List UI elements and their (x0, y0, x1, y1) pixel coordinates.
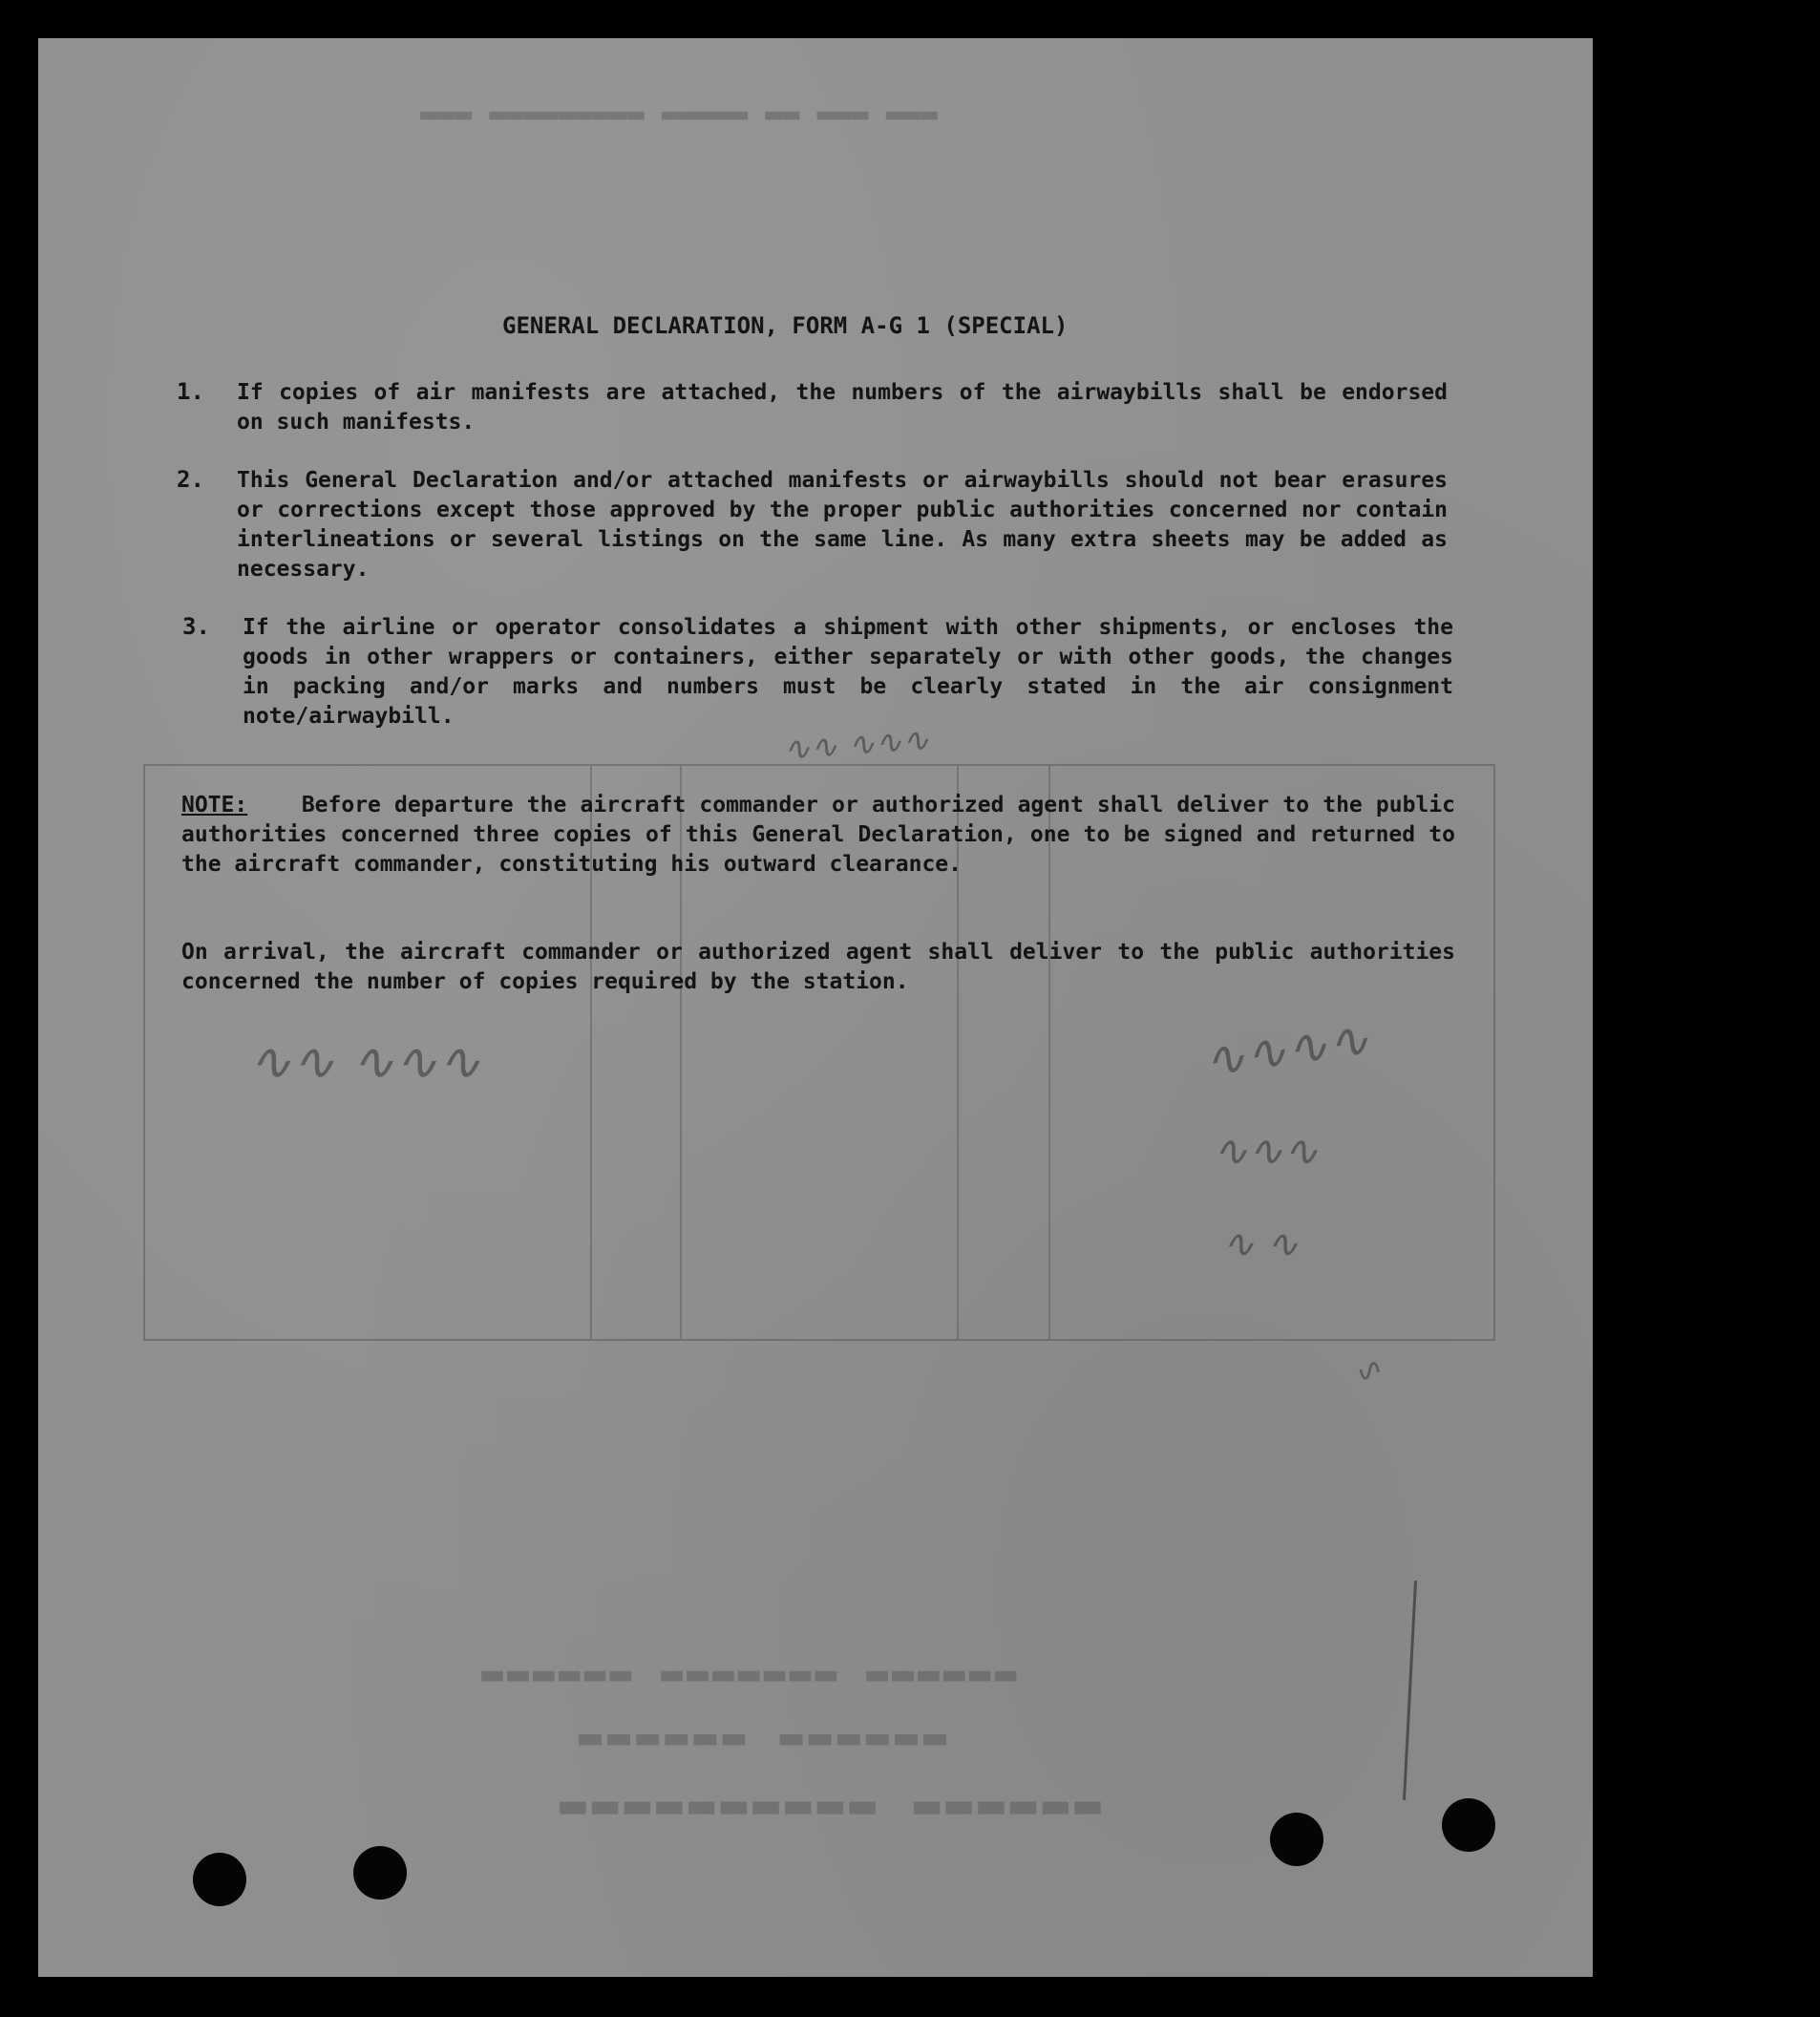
punch-hole (1270, 1813, 1323, 1866)
bleed-through-text: ▬▬▬▬▬▬ ▬▬▬▬▬▬ (573, 1715, 947, 1759)
item-text: If copies of air manifests are attached, the numbers of the airwaybills shall be endorsed on such manifests. (237, 380, 1448, 435)
punch-hole (193, 1853, 246, 1906)
item-text: This General Declaration and/or attached manifests or airwaybills should not bear erasures or corrections except those approved by the proper public authorities concerned nor contain interlineations or several listings on the same line. As many extra sheets may be added as necessary. (237, 468, 1448, 582)
item-number: 1. (177, 378, 204, 405)
scanned-page (38, 38, 1593, 1977)
page-title: GENERAL DECLARATION, FORM A-G 1 (SPECIAL) (502, 312, 1069, 339)
handwritten-mark: ∿ ∿ (1222, 1222, 1299, 1266)
margin-mark (1403, 1581, 1417, 1800)
note-label: NOTE: (181, 793, 248, 817)
handwritten-mark: ∿∿∿∿ (1199, 1010, 1373, 1091)
item-number: 3. (182, 613, 210, 640)
bleed-through-text: ▬▬▬▬▬▬ ▬▬▬▬▬▬▬▬▬▬ (554, 1778, 1101, 1830)
item-text: If the airline or operator consolidates a shipment with other shipments, or encloses the goods in other wrappers or containers, either separately or with other goods, the changes in packing and/or marks and numbers must be clearly stated in the air consignment note/airwaybill. (243, 615, 1453, 729)
arrival-paragraph: On arrival, the aircraft commander or authorized agent shall deliver to the public authorities concerned the number of copies required by the station. (181, 940, 1455, 994)
bleed-through-text: ▬▬▬ ▬▬▬ ▬▬ ▬▬▬▬▬ ▬▬▬▬▬▬▬▬▬ ▬▬▬ (420, 97, 938, 131)
handwritten-mark: ∿∿ ∿∿∿ (248, 1031, 481, 1092)
bleed-through-text: ▬▬▬▬▬▬ ▬▬▬▬▬▬▬ ▬▬▬▬▬▬ (477, 1652, 1017, 1694)
item-number: 2. (177, 466, 204, 493)
punch-hole (353, 1846, 407, 1900)
page-mark: ∿ (1356, 1351, 1384, 1390)
note-text: Before departure the aircraft commander or authorized agent shall deliver to the public authorities concerned three copies of this General Declaration, one to be signed and returned to the aircraft commander, constituting his outward clearance. (181, 793, 1455, 877)
handwritten-mark: ∿∿ ∿∿∿ (781, 720, 931, 770)
punch-hole (1442, 1798, 1495, 1852)
note-paragraph (181, 791, 1455, 880)
handwritten-mark: ∿∿∿ (1213, 1127, 1319, 1176)
